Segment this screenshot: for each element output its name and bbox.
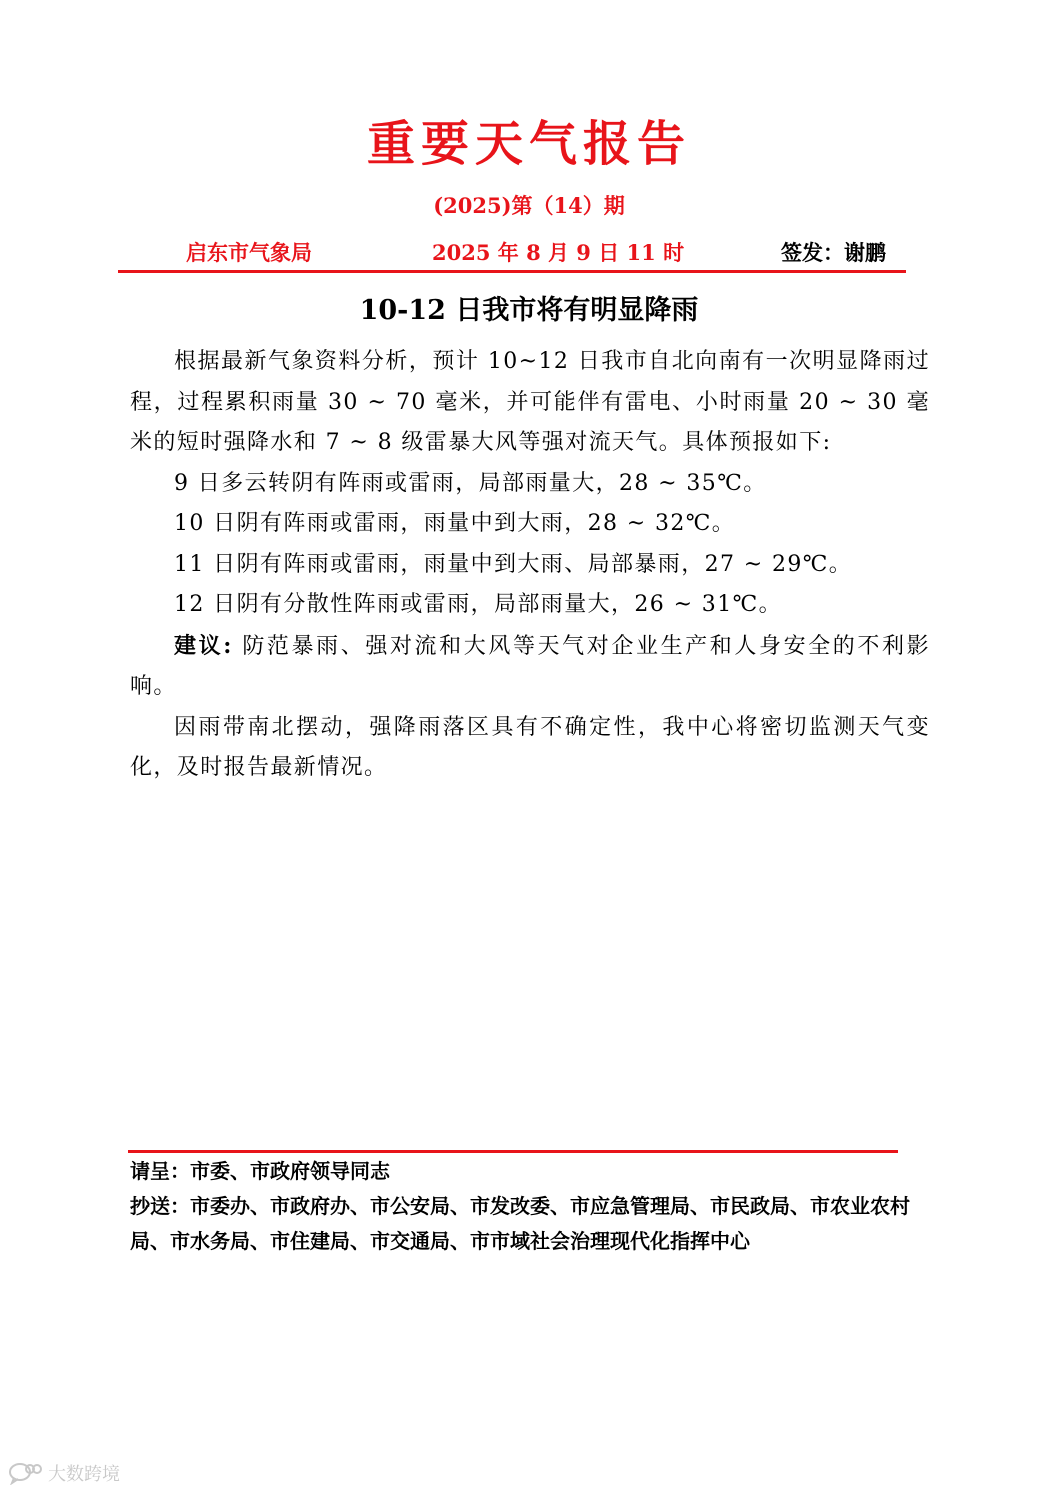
watermark-text: 大数跨境 xyxy=(48,1464,120,1485)
submit-to: 请呈：市委、市政府领导同志 xyxy=(130,1159,390,1183)
forecast-day-12: 12 日阴有分散性阵雨或雷雨，局部雨量大，26 ~ 31℃。 xyxy=(174,592,783,617)
footer-divider xyxy=(128,1150,898,1153)
issuing-agency: 启东市气象局 xyxy=(186,240,312,265)
issue-time: 2025 年 8 月 9 日 11 时 xyxy=(432,240,685,265)
report-title: 重要天气报告 xyxy=(366,116,691,172)
report-headline: 10-12 日我市将有明显降雨 xyxy=(359,295,699,326)
copy-to: 抄送：市委办、市政府办、市公安局、市发改委、市应急管理局、市民政局、市农业农村局、市水务局、市住建局、市交通局、市市域社会治理现代化指挥中心 xyxy=(130,1194,910,1253)
forecast-day-10: 10 日阴有阵雨或雷雨，雨量中到大雨，28 ~ 32℃。 xyxy=(174,511,736,536)
closing-paragraph: 因雨带南北摆动，强降雨落区具有不确定性，我中心将密切监测天气变化，及时报告最新情况。 xyxy=(130,714,930,780)
advice-paragraph xyxy=(130,626,930,708)
issue-number: (2025)第（14）期 xyxy=(433,193,625,218)
forecast-day-11: 11 日阴有阵雨或雷雨，雨量中到大雨、局部暴雨，27 ~ 29℃。 xyxy=(174,551,853,577)
advice-text: 防范暴雨、强对流和大风等天气对企业生产和人身安全的不利影响。 xyxy=(130,633,930,699)
chat-bubble-logo-icon xyxy=(8,1461,42,1485)
header-divider xyxy=(118,270,906,273)
header-info-row xyxy=(0,237,1058,267)
watermark xyxy=(8,1458,120,1488)
signer: 签发：谢鹏 xyxy=(781,240,886,265)
advice-label: 建议: xyxy=(174,632,233,659)
report-body xyxy=(130,342,930,789)
forecast-day-9: 9 日多云转阴有阵雨或雷雨，局部雨量大，28 ~ 35℃。 xyxy=(174,470,767,496)
intro-paragraph: 根据最新气象资料分析，预计 10~12 日我市自北向南有一次明显降雨过程，过程累积雨量 30 ~ 70 毫米，并可能伴有雷电、小时雨量 20 ~ 30 毫米的短时强降水和 7 ~ 8 级雷暴大风等强对流天气。具体预报如下: xyxy=(130,349,930,455)
distribution-list xyxy=(130,1154,930,1259)
